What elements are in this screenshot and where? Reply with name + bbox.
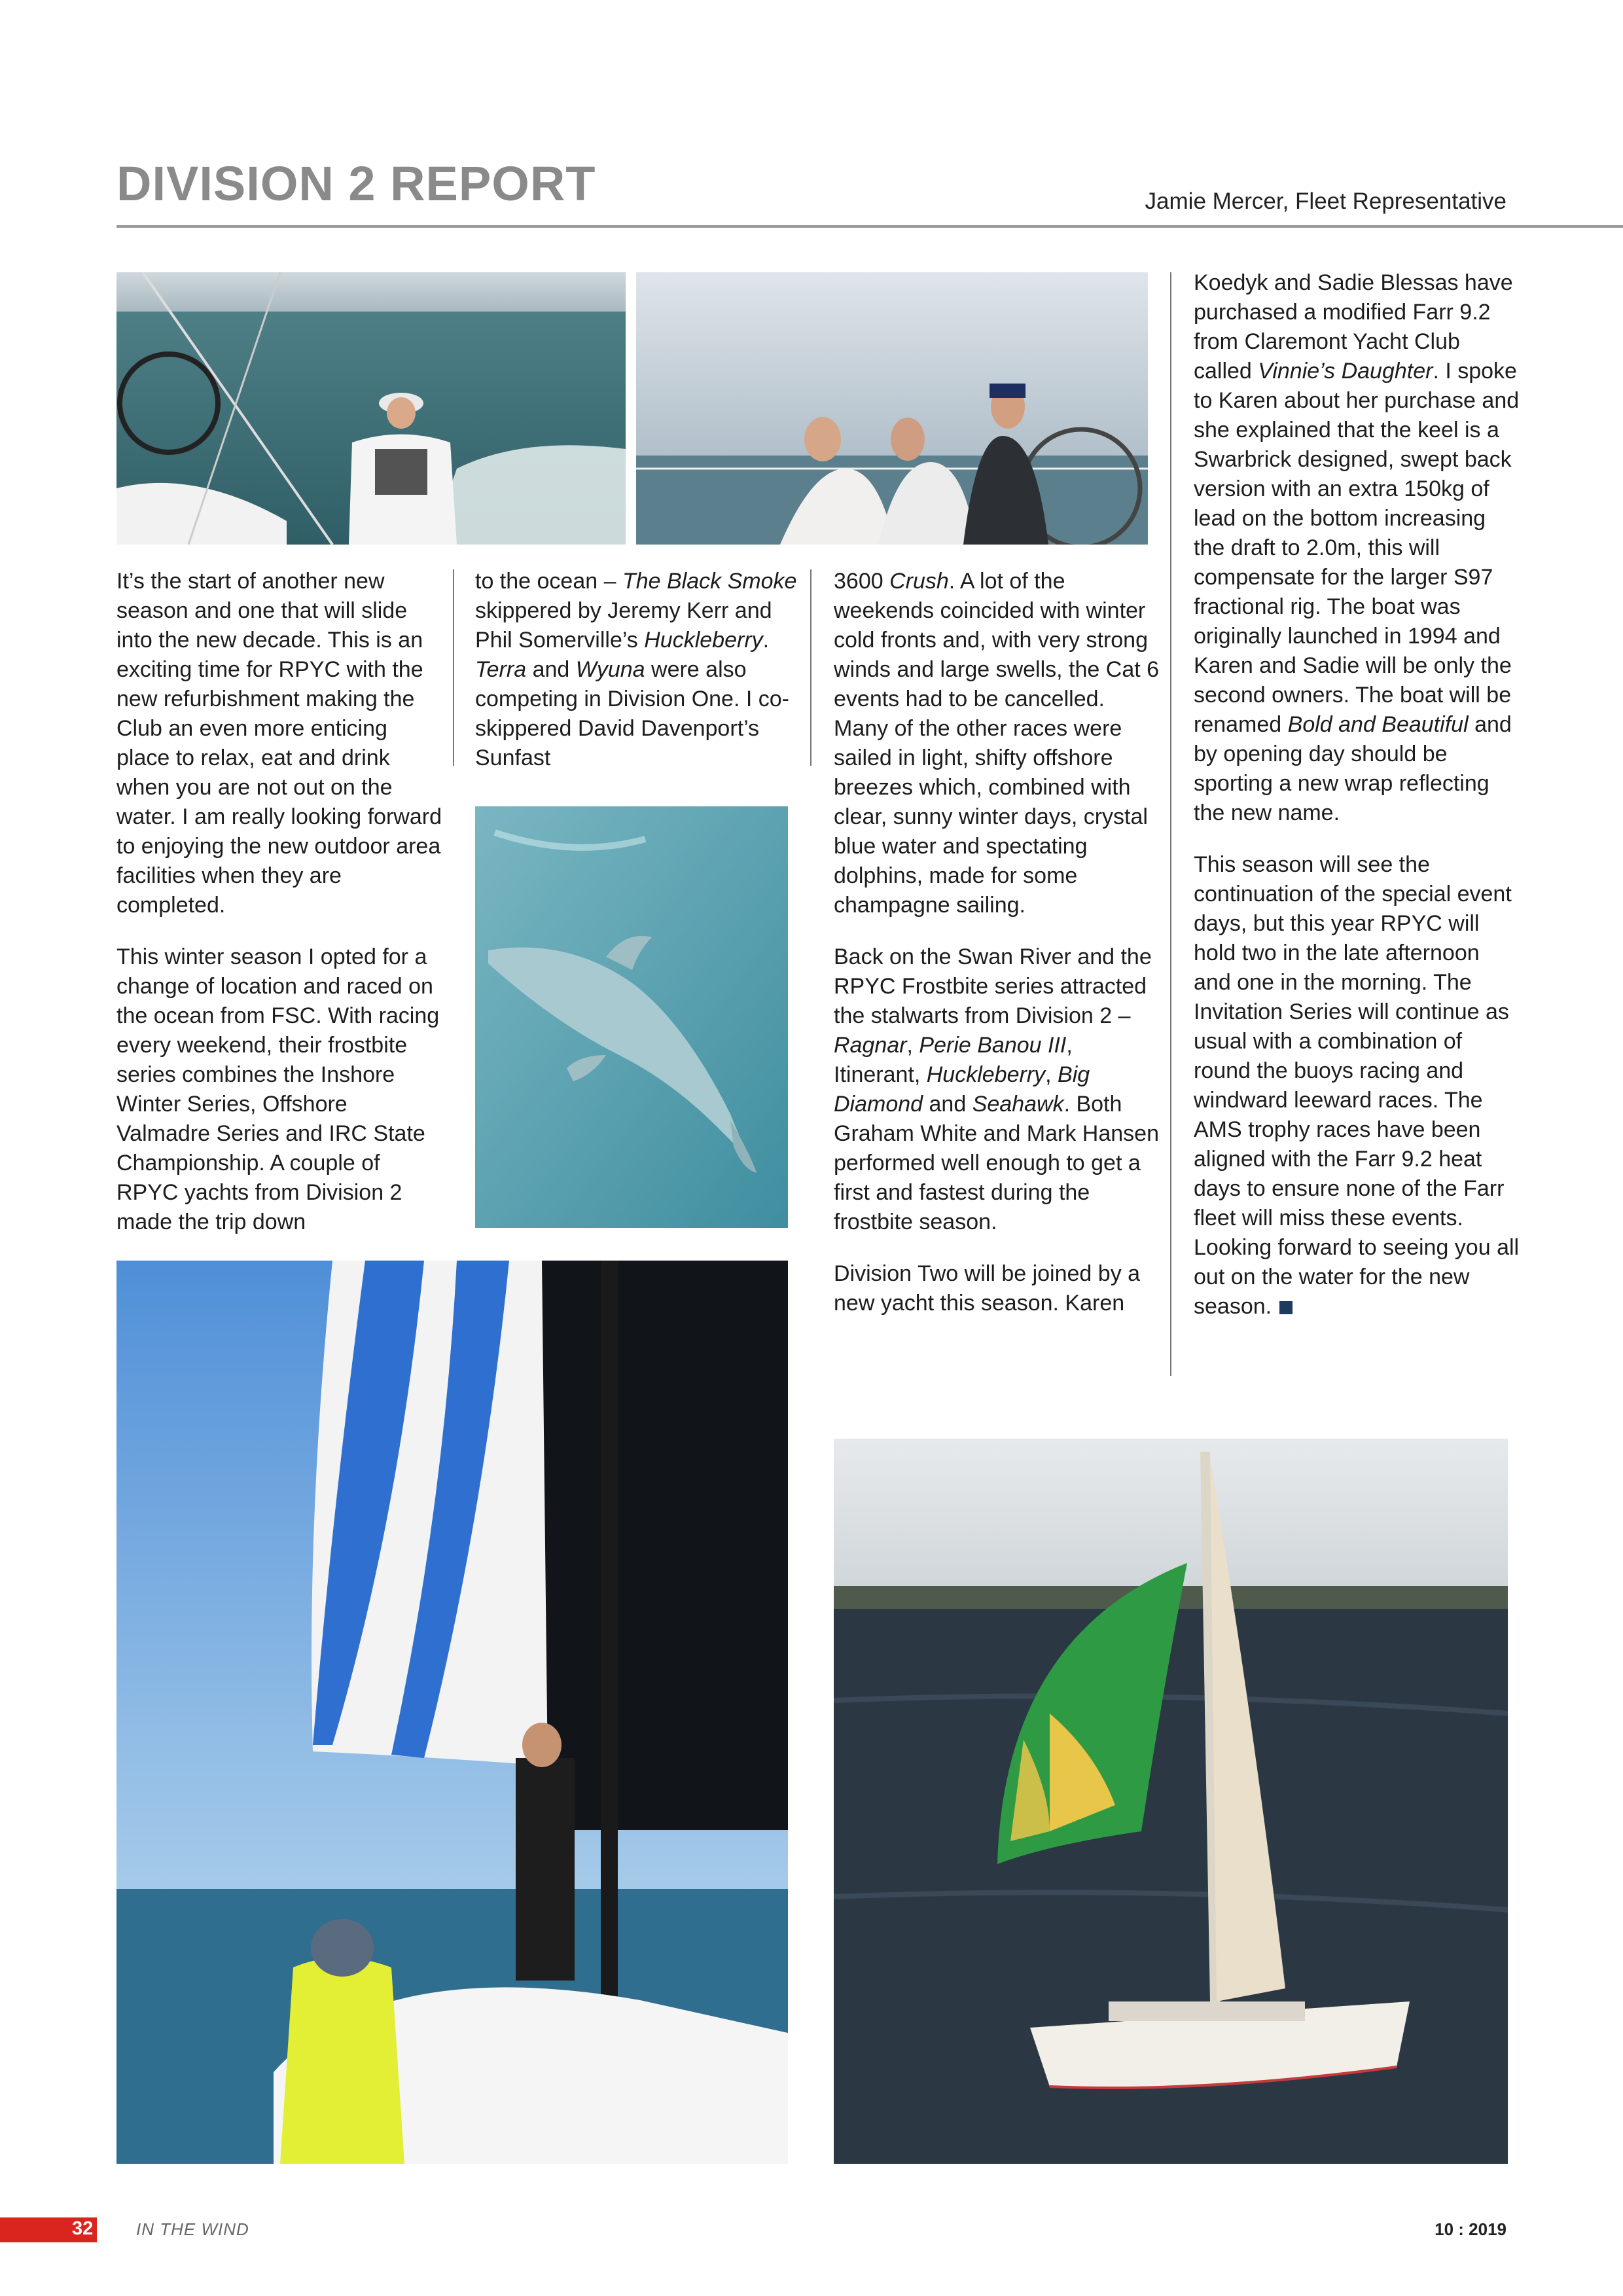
photo-sailor-at-helm [116,272,626,545]
page-title: DIVISION 2 REPORT [116,156,596,211]
paragraph: This season will see the continuation of the special event days, but this year RPYC will hold two in the late afternoon and one in the morning. The Invitation Series will continue as usual with a combination of round the buoys racing and windward leeward races. The AMS trophy races have been aligned with the Farr 9.2 heat days to ensure none of the Farr fleet will miss these events. Looking forward to seeing you all out on the water for the new season. [1194,852,1520,1319]
paragraph: Koedyk and Sadie Blessas have purchased a modified Farr 9.2 from Claremont Yacht Club called Vinnie’s Daughter. I spoke to Karen about her purchase and she explained that the keel is a Swarbrick designed, swept back version with an extra 150kg of lead on the bottom increasing the draft to 2.0m, this will compensate for the larger S97 fractional rig. The boat was originally launched in 1994 and Karen and Sadie will be only the second owners. The boat will be renamed Bold and Beautiful and by opening day should be sporting a new wrap reflecting the new name. [1194,270,1520,825]
header-rule [116,225,1623,228]
column-divider [453,569,454,766]
article-column-3 [834,567,1161,1318]
paragraph: Back on the Swan River and the RPYC Frostbite series attracted the stalwarts from Division 2 – Ragnar, Perie Banou III, Itinerant, Huckleberry, Big Diamond and Seahawk. Both Graham White and Mark Hansen performed well enough to get a first and fastest during the frostbite season. [834,944,1159,1234]
column-divider [810,569,812,766]
article-column-1 [116,567,444,1237]
author-byline: Jamie Mercer, Fleet Representative [1145,188,1507,214]
photo-yacht-spinnaker [834,1439,1508,2164]
photo-three-crew [636,272,1148,545]
magazine-name: IN THE WIND [136,2219,249,2239]
issue-date: 10 : 2019 [1435,2219,1507,2239]
article-column-4 [1194,268,1521,1321]
page-number: 32 [72,2218,94,2239]
column-divider [1170,272,1171,1376]
paragraph: to the ocean – The Black Smoke skippered by Jeremy Kerr and Phil Somerville’s Huckleberry. Terra and Wyuna were also competing in Division One. I co-skippered David Davenport’s Sunfast [475,569,797,770]
photo-spinnaker-crew [116,1261,788,2164]
end-of-article-mark [1279,1301,1293,1314]
article-column-2 [475,567,802,773]
paragraph: Division Two will be joined by a new yacht this season. Karen [834,1261,1141,1316]
paragraph: This winter season I opted for a change of location and raced on the ocean from FSC. With racing every weekend, their frostbite series combines the Inshore Winter Series, Offshore Valmadre Series and IRC State Championship. A couple of RPYC yachts from Division 2 made the trip down [116,944,440,1234]
paragraph: It’s the start of another new season and one that will slide into the new decade. This is an exciting time for RPYC with the new refurbishment making the Club an even more enticing place to relax, eat and drink when you are not out on the water. I am really looking forward to enjoying the new outdoor area facilities when they are completed. [116,569,442,918]
paragraph: 3600 Crush. A lot of the weekends coincided with winter cold fronts and, with very strong winds and large swells, the Cat 6 events had to be cancelled. Many of the other races were sailed in light, shifty offshore breezes which, combined with clear, sunny winter days, crystal blue water and spectating dolphins, made for some champagne sailing. [834,569,1160,918]
photo-dolphin [475,806,788,1228]
